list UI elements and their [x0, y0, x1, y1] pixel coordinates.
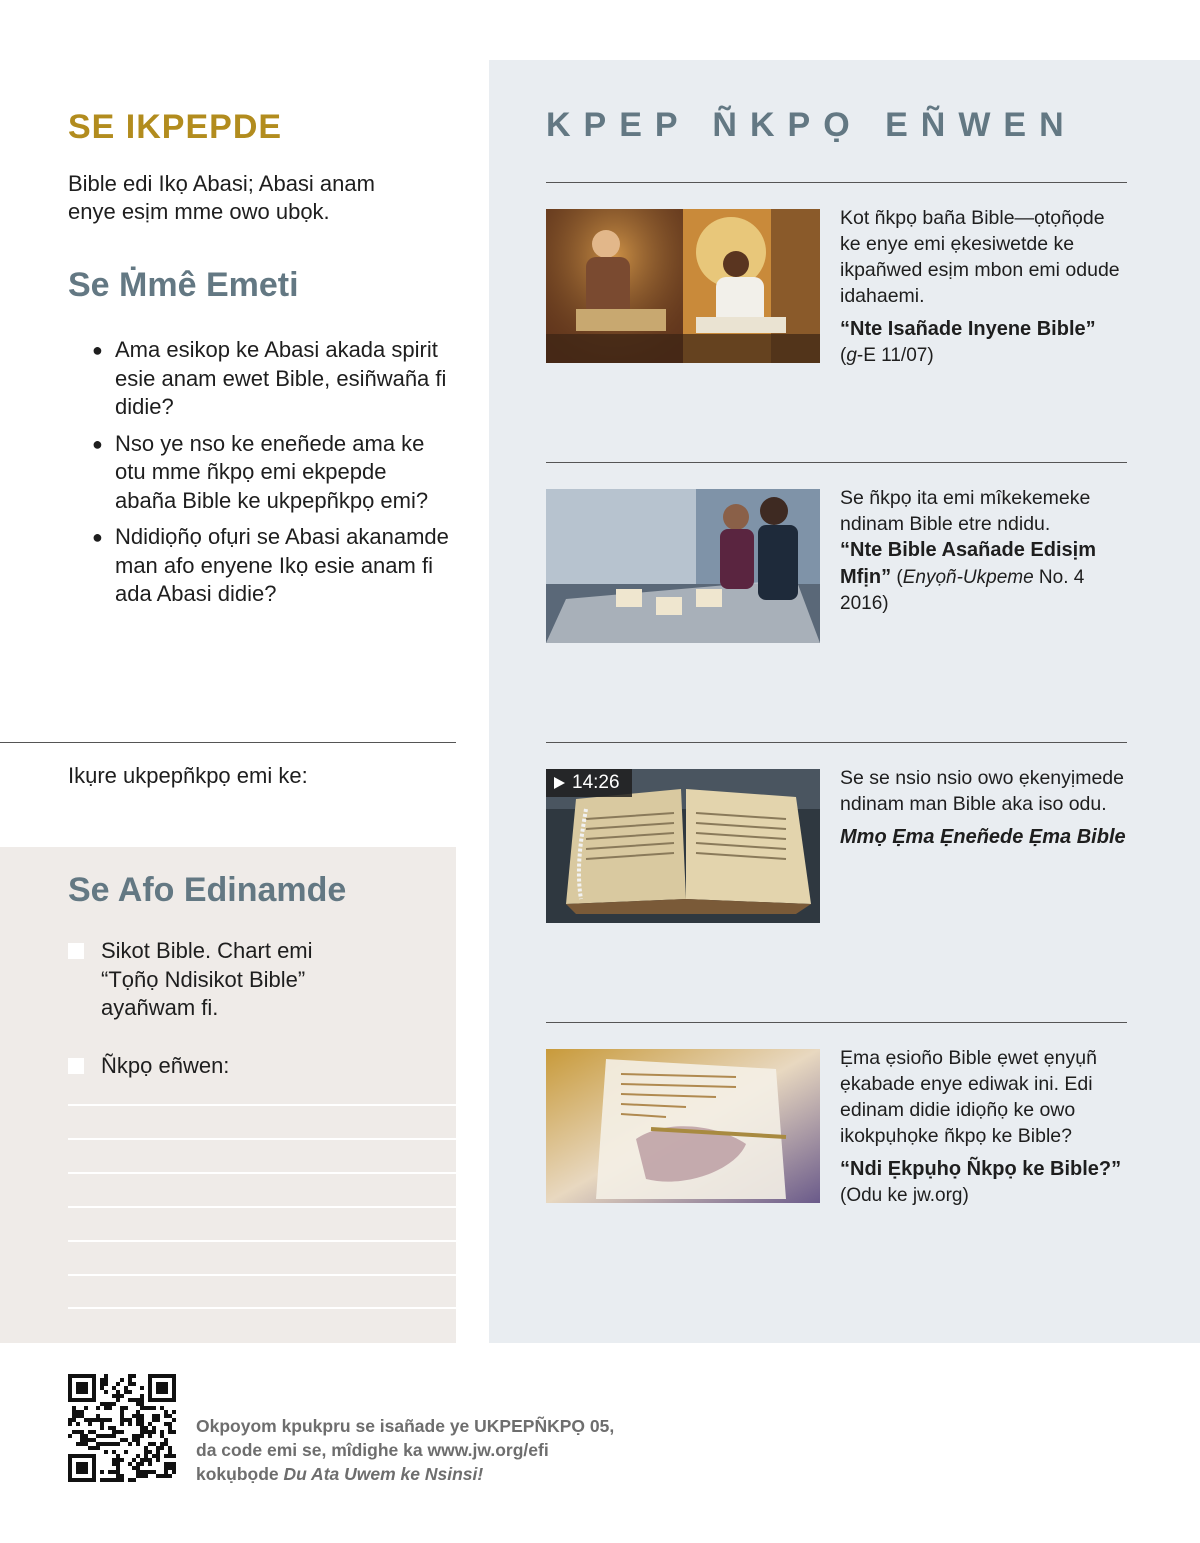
questions-heading: Se Ṁmê Emeti [68, 266, 299, 304]
question-item [92, 430, 452, 516]
resource-video-thumbnail[interactable] [546, 769, 820, 923]
video-duration-badge [546, 769, 632, 797]
question-item [92, 336, 452, 422]
review-date-label: Ikụre ukpepñkpọ emi ke: [68, 763, 308, 788]
bullet-icon: ● [92, 433, 103, 454]
writing-line[interactable] [68, 1206, 456, 1208]
question-list [92, 336, 452, 617]
resource-reference: (Enyọñ-Ukpeme No. 4 2016) [840, 567, 1085, 614]
resource-reference: (Odu ke jw.org) [840, 1185, 969, 1206]
question-text: Ama esikop ke Abasi akada spirit esie anam ewet Bible, esiñwaña fi didie? [115, 337, 447, 419]
task-label: Sikot Bible. Chart emi “Tọñọ Ndisikot Bible” ayañwam fi. [101, 938, 313, 1020]
summary-heading: SE IKPEPDE [68, 108, 283, 146]
divider [0, 742, 456, 743]
summary-text: Bible edi Ikọ Abasi; Abasi anam enye esịm mme owo ubọk. [68, 171, 375, 224]
hand-writing-manuscript-illustration [546, 1049, 820, 1203]
question-text: Nso ye nso ke eneñede ama ke otu mme ñkpọ emi ekpepde abaña Bible ke ukpepñkpọ emi? [115, 430, 429, 513]
learn-more-heading: KPEP ÑKPỌ EÑWEN [546, 106, 1077, 144]
resource-text [840, 765, 1130, 851]
question-item [92, 523, 452, 609]
bullet-icon: ● [92, 340, 103, 360]
divider [546, 462, 1127, 463]
writing-line[interactable] [68, 1138, 456, 1140]
resource-text [840, 1045, 1130, 1209]
resource-text [840, 485, 1130, 617]
video-duration: 14:26 [572, 772, 620, 793]
divider [546, 1022, 1127, 1023]
museum-visitors-illustration [546, 489, 820, 643]
task-read-bible[interactable] [68, 937, 341, 1023]
play-icon [554, 777, 565, 789]
resource-thumbnail-manuscript[interactable] [546, 1049, 820, 1203]
writing-line[interactable] [68, 1172, 456, 1174]
resource-title-link[interactable]: “Ndi Ẹkpụhọ Ñkpọ ke Bible?” [840, 1158, 1122, 1180]
resource-description: Se se nsio nsio owo ẹkenyịmede ndinam man Bible aka iso odu. [840, 767, 1124, 815]
action-panel [0, 847, 456, 1343]
writing-line[interactable] [68, 1274, 456, 1276]
checkbox[interactable] [68, 1058, 84, 1074]
resource-thumbnail-museum[interactable] [546, 489, 820, 643]
resource-thumbnail-scribes[interactable] [546, 209, 820, 363]
divider [546, 742, 1127, 743]
footer-note: Okpoyom kpukpru se isañade ye UKPEPÑKPỌ 05, da code emi se, mîdighe ka www.jw.org/efi kokụbọde Du Ata Uwem ke Nsinsi! [196, 1416, 615, 1484]
writing-line[interactable] [68, 1240, 456, 1242]
task-other[interactable] [68, 1052, 341, 1081]
resource-title-link[interactable]: Mmọ Ẹma Ẹneñede Ẹma Bible [840, 826, 1126, 848]
writing-line[interactable] [68, 1104, 456, 1106]
scribe-and-reader-illustration [546, 209, 820, 363]
qr-code[interactable] [68, 1374, 176, 1482]
bullet-icon: ● [92, 527, 103, 547]
resource-description: Ẹma ẹsioño Bible ẹwet ẹnyụñ ẹkabade enye ediwak ini. Edi edinam didie idiọñọ ke owo ikokpụhọke ñkpọ ke Bible? [840, 1047, 1097, 1147]
resource-title-link[interactable]: “Nte Bible Asañade Edisịm Mfịn” [840, 539, 1096, 588]
resource-text [840, 205, 1130, 369]
question-text: Ndidiọñọ ofụri se Abasi akanamde man afo enyene Ikọ esie anam fi ada Abasi didie? [115, 524, 449, 606]
resource-description: Kot ñkpọ baña Bible—ọtọñọde ke enye emi ẹkesiwetde ke ikpañwed esịm mbon emi odude idahaemi. [840, 207, 1120, 307]
action-heading: Se Afo Edinamde [68, 871, 347, 909]
resource-description: Se ñkpọ ita emi mîkekemeke ndinam Bible etre ndidu. [840, 487, 1091, 535]
qr-code-icon [68, 1374, 176, 1482]
writing-line[interactable] [68, 1307, 456, 1309]
resource-title-link[interactable]: “Nte Isañade Inyene Bible” [840, 318, 1096, 340]
checkbox[interactable] [68, 943, 84, 959]
resource-reference: (g-E 11/07) [840, 345, 934, 366]
divider [546, 182, 1127, 183]
task-label: Ñkpọ eñwen: [101, 1053, 230, 1078]
